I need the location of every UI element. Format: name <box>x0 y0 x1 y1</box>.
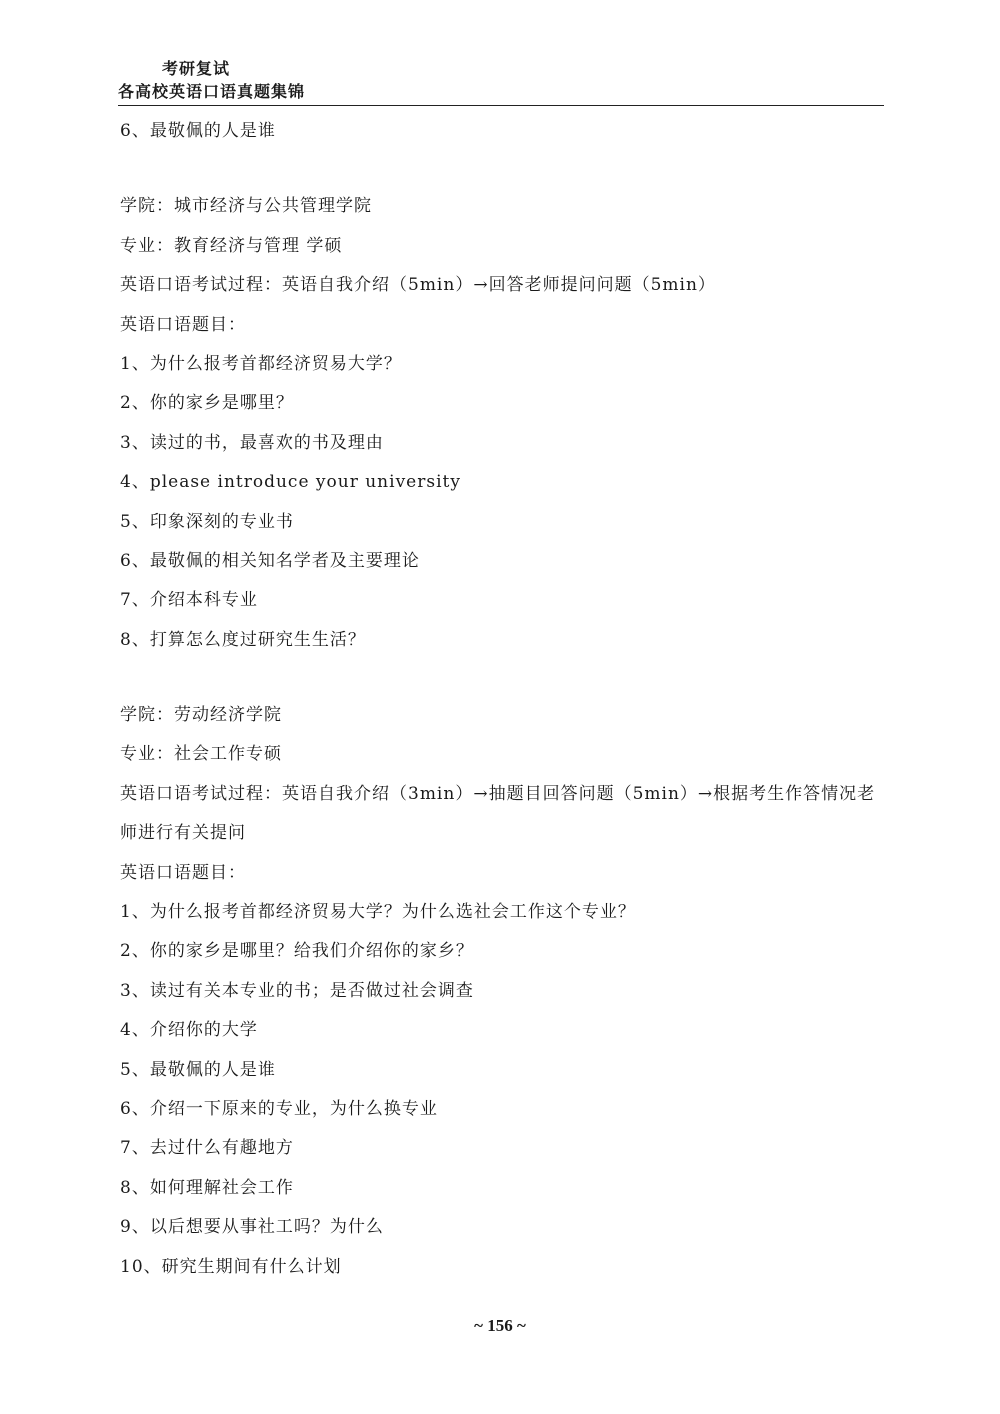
exam-process: 英语口语考试过程：英语自我介绍（5min）→回答老师提问问题（5min） <box>120 275 716 296</box>
list-item: 4、介绍你的大学 <box>120 1020 258 1041</box>
list-item: 3、读过的书，最喜欢的书及理由 <box>120 432 384 453</box>
section-gap <box>120 151 890 187</box>
college-label: 学院：城市经济与公共管理学院 <box>120 196 372 217</box>
page-content <box>120 112 890 1287</box>
list-item: 10、研究生期间有什么计划 <box>120 1256 342 1277</box>
questions-title: 英语口语题目： <box>120 314 246 335</box>
exam-process: 英语口语考试过程：英语自我介绍（3min）→抽题目回答问题（5min）→根据考生作答情况老师进行有关提问 <box>120 783 876 844</box>
list-item: 4、please introduce your university <box>120 472 461 493</box>
page-header <box>118 58 884 106</box>
section-urban-economics <box>120 187 890 660</box>
list-item: 6、最敬佩的相关知名学者及主要理论 <box>120 550 420 571</box>
list-item: 1、为什么报考首都经济贸易大学？ <box>120 353 402 374</box>
questions-title: 英语口语题目： <box>120 862 246 883</box>
section-gap <box>120 660 890 696</box>
list-item: 8、如何理解社会工作 <box>120 1177 294 1198</box>
list-item: 7、介绍本科专业 <box>120 590 258 611</box>
major-label: 专业：社会工作专硕 <box>120 744 282 765</box>
list-item: 9、以后想要从事社工吗？为什么 <box>120 1217 384 1238</box>
page-number: ~ 156 ~ <box>474 1316 526 1335</box>
list-item: 6、最敬佩的人是谁 <box>120 121 276 141</box>
list-item: 6、介绍一下原来的专业，为什么换专业 <box>120 1099 438 1120</box>
list-item: 8、打算怎么度过研究生生活？ <box>120 629 366 650</box>
section-labor-economics <box>120 696 890 1287</box>
header-title: 考研复试 <box>162 59 231 78</box>
list-item: 7、去过什么有趣地方 <box>120 1138 294 1159</box>
header-divider <box>118 105 884 106</box>
list-item: 5、最敬佩的人是谁 <box>120 1059 276 1080</box>
major-label: 专业：教育经济与管理 学硕 <box>120 235 343 256</box>
list-item: 2、你的家乡是哪里？ <box>120 393 294 414</box>
list-item: 3、读过有关本专业的书；是否做过社会调查 <box>120 980 474 1001</box>
college-label: 学院：劳动经济学院 <box>120 705 282 726</box>
list-item: 2、你的家乡是哪里？给我们介绍你的家乡？ <box>120 941 474 962</box>
list-item: 5、印象深刻的专业书 <box>120 511 294 532</box>
list-item: 1、为什么报考首都经济贸易大学？为什么选社会工作这个专业？ <box>120 902 636 923</box>
header-subtitle: 各高校英语口语真题集锦 <box>118 82 306 101</box>
